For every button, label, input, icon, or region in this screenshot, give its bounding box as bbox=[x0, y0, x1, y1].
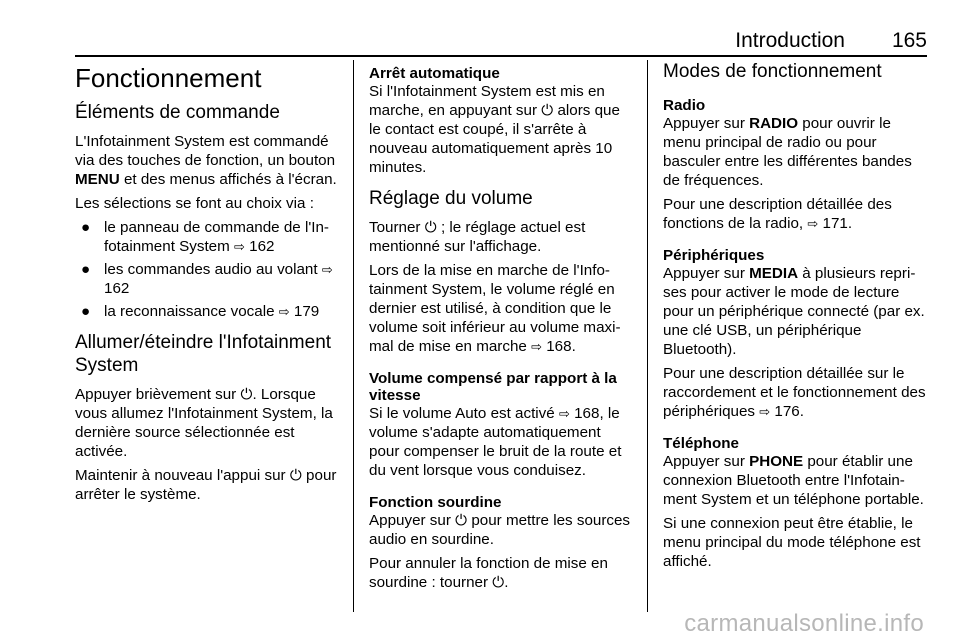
subsection-heading: Allumer/éteindre l'Infotainment System bbox=[75, 332, 332, 376]
page-ref[interactable]: 171 bbox=[822, 215, 848, 232]
key-label: MENU bbox=[75, 171, 120, 188]
page-ref[interactable]: 176 bbox=[774, 403, 800, 420]
paragraph: Appuyer sur RADIO pour ouvrir le menu principal de radio ou pour basculer entre les différentes bandes de fréquences. bbox=[663, 115, 912, 189]
page-ref[interactable]: 168 bbox=[574, 405, 600, 422]
subsection-heading: Éléments de commande bbox=[75, 102, 280, 123]
paragraph: Appuyer sur PHONE pour établir une connexion Bluetooth entre l'Infotainment System et un téléphone portable. bbox=[663, 453, 924, 508]
paragraph: Lors de la mise en marche de l'Infotainment System, le volume réglé en dernier est utilisé, à condition que le volume soit inférieur au volume maximal de mise en marche ⇨ 168. bbox=[369, 262, 621, 355]
bullet-icon: ● bbox=[81, 261, 91, 278]
column-2 bbox=[369, 60, 635, 597]
subsection-heading: Réglage du volume bbox=[369, 188, 533, 209]
paragraph: Appuyer sur MEDIA à plusieurs reprises pour activer le mode de lecture pour un périphérique connecté (par ex. une clé USB, un périphérique Bluetooth). bbox=[663, 265, 925, 358]
minor-heading: Radio bbox=[663, 97, 706, 114]
subsection-heading: Modes de fonctionnement bbox=[663, 61, 882, 82]
bullet-icon: ● bbox=[81, 219, 91, 236]
chapter-title: Introduction bbox=[735, 29, 845, 52]
page-ref[interactable]: 179 bbox=[293, 303, 320, 320]
paragraph: Pour une description détaillée sur le raccordement et le fonctionnement des périphériques ⇨ 176. bbox=[663, 365, 926, 420]
page-ref-arrow-icon: ⇨ bbox=[321, 262, 333, 277]
paragraph: Les sélections se font au choix via : bbox=[75, 195, 314, 212]
list-item: ● le panneau de commande de l'Infotainment System ⇨ 162 bbox=[81, 219, 329, 255]
page-ref[interactable]: 162 bbox=[104, 280, 130, 297]
bullet-icon: ● bbox=[81, 303, 91, 320]
page-number: 165 bbox=[891, 29, 927, 52]
minor-heading: Fonction sourdine bbox=[369, 494, 502, 511]
paragraph: L'Infotainment System est commandé via des touches de fonction, un bouton MENU et des menus affichés à l'écran. bbox=[75, 133, 337, 188]
paragraph: Tourner ⏻ ; le réglage actuel est mentionné sur l'affichage. bbox=[369, 219, 586, 255]
minor-heading: Volume compensé par rapport à la vitesse bbox=[369, 370, 617, 404]
page-ref[interactable]: 168 bbox=[546, 338, 572, 355]
paragraph: Appuyer sur ⏻ pour mettre les sources audio en sourdine. bbox=[369, 512, 631, 548]
paragraph: Maintenir à nouveau l'appui sur ⏻ pour arrêter le système. bbox=[75, 467, 337, 503]
section-title: Fonctionnement bbox=[75, 63, 262, 93]
page-ref-arrow-icon: ⇨ bbox=[531, 339, 542, 354]
page-ref-arrow-icon: ⇨ bbox=[234, 239, 245, 254]
page-header bbox=[75, 28, 927, 56]
column-divider bbox=[353, 60, 354, 612]
column-divider bbox=[647, 60, 648, 612]
minor-heading: Périphériques bbox=[663, 247, 765, 264]
watermark: carmanualsonline.info bbox=[684, 610, 924, 637]
key-label: MEDIA bbox=[749, 265, 799, 282]
paragraph: Si une connexion peut être établie, le menu principal du mode téléphone est affiché. bbox=[663, 515, 921, 570]
list-item: ● la reconnaissance vocale ⇨ 179 bbox=[81, 303, 320, 320]
paragraph: Pour une description détaillée des fonctions de la radio, ⇨ 171. bbox=[663, 196, 892, 232]
list-item: ● les commandes audio au volant ⇨ 162 bbox=[81, 261, 333, 297]
page-ref-arrow-icon: ⇨ bbox=[807, 216, 819, 231]
paragraph: Appuyer brièvement sur ⏻. Lorsque vous allumez l'Infotainment System, la dernière source sélectionnée est activée. bbox=[75, 386, 333, 460]
key-label: RADIO bbox=[749, 115, 799, 132]
page-ref-arrow-icon: ⇨ bbox=[558, 406, 570, 421]
paragraph: Pour annuler la fonction de mise en sourdine : tourner ⏻. bbox=[369, 555, 608, 591]
header-rule bbox=[75, 55, 927, 57]
paragraph: Si le volume Auto est activé ⇨ 168, le volume s'adapte automatiquement pour compenser le bruit de la route et du vent lorsque vous conduisez. bbox=[369, 405, 622, 479]
page-ref-arrow-icon: ⇨ bbox=[759, 404, 771, 419]
minor-heading: Arrêt automatique bbox=[369, 65, 500, 82]
bullet-list bbox=[75, 218, 345, 321]
key-label: PHONE bbox=[749, 453, 804, 470]
column-1 bbox=[75, 60, 345, 509]
minor-heading: Téléphone bbox=[663, 435, 739, 452]
page-ref-arrow-icon: ⇨ bbox=[278, 304, 290, 319]
column-3 bbox=[663, 60, 929, 576]
paragraph: Si l'Infotainment System est mis en marche, en appuyant sur ⏻ alors que le contact est coupé, il s'arrête à nouveau automatiquement après 10 minutes. bbox=[369, 83, 620, 176]
page-ref[interactable]: 162 bbox=[249, 238, 275, 255]
